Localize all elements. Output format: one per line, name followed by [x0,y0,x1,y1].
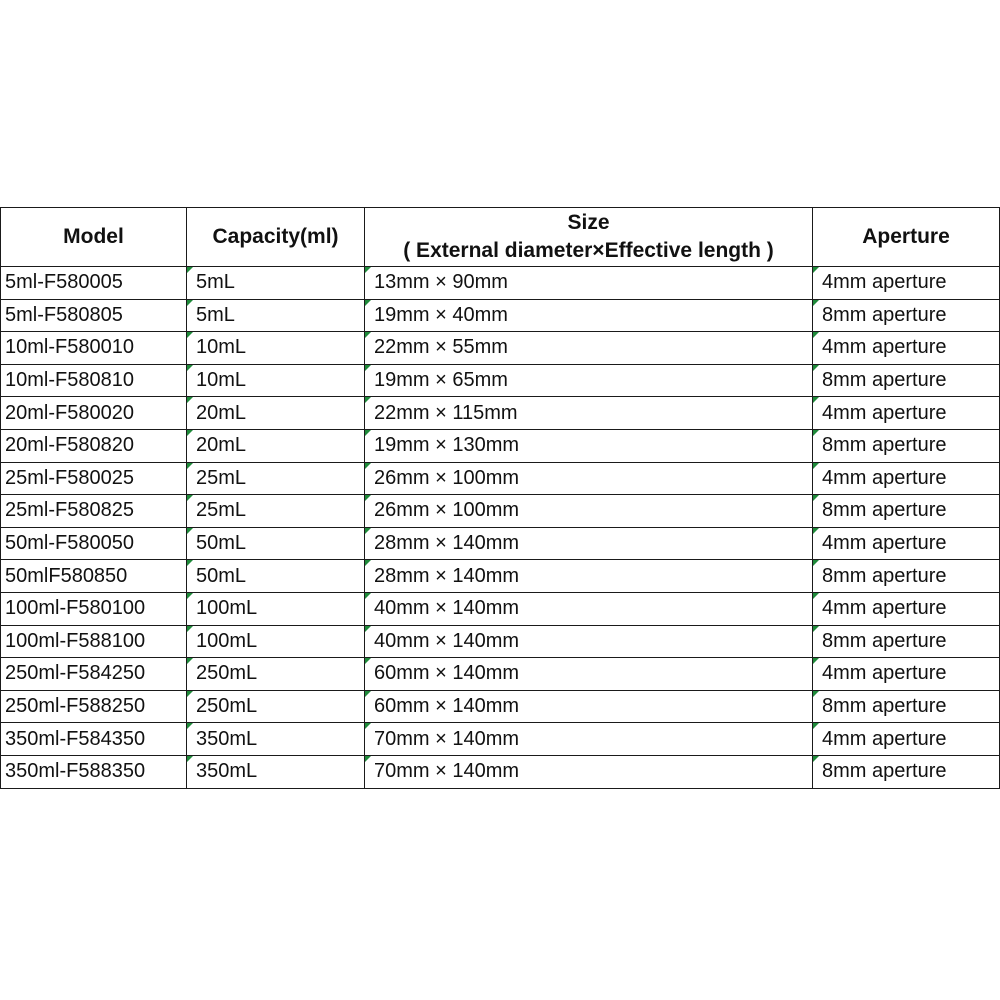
cell-capacity: 350mL [187,723,365,756]
cell-aperture: 8mm aperture [813,625,1000,658]
cell-aperture: 4mm aperture [813,462,1000,495]
cell-aperture: 8mm aperture [813,560,1000,593]
table-body [1,267,1000,789]
cell-capacity: 20mL [187,429,365,462]
cell-aperture: 4mm aperture [813,658,1000,691]
table-header [1,208,1000,267]
cell-model: 100ml-F588100 [1,625,187,658]
cell-capacity: 50mL [187,527,365,560]
table-row [1,690,1000,723]
cell-size: 60mm × 140mm [365,690,813,723]
cell-model: 50ml-F580050 [1,527,187,560]
cell-model: 250ml-F584250 [1,658,187,691]
table-row [1,332,1000,365]
cell-aperture: 8mm aperture [813,755,1000,788]
table-row [1,527,1000,560]
cell-size: 26mm × 100mm [365,495,813,528]
cell-model: 25ml-F580825 [1,495,187,528]
table-row [1,560,1000,593]
cell-model: 250ml-F588250 [1,690,187,723]
cell-model: 50mlF580850 [1,560,187,593]
table-row [1,299,1000,332]
table-row [1,723,1000,756]
cell-size: 40mm × 140mm [365,592,813,625]
cell-size: 40mm × 140mm [365,625,813,658]
cell-model: 25ml-F580025 [1,462,187,495]
cell-model: 20ml-F580020 [1,397,187,430]
cell-capacity: 350mL [187,755,365,788]
header-model: Model [1,208,187,267]
cell-size: 70mm × 140mm [365,755,813,788]
cell-model: 100ml-F580100 [1,592,187,625]
cell-model: 350ml-F588350 [1,755,187,788]
cell-capacity: 100mL [187,625,365,658]
cell-size: 60mm × 140mm [365,658,813,691]
table-row [1,267,1000,300]
cell-capacity: 10mL [187,332,365,365]
table-row [1,495,1000,528]
cell-aperture: 8mm aperture [813,429,1000,462]
cell-aperture: 4mm aperture [813,527,1000,560]
cell-size: 13mm × 90mm [365,267,813,300]
cell-aperture: 4mm aperture [813,267,1000,300]
cell-size: 19mm × 130mm [365,429,813,462]
cell-size: 70mm × 140mm [365,723,813,756]
cell-size: 19mm × 40mm [365,299,813,332]
table-row [1,429,1000,462]
cell-size: 19mm × 65mm [365,364,813,397]
table-row [1,364,1000,397]
cell-aperture: 4mm aperture [813,397,1000,430]
cell-aperture: 8mm aperture [813,690,1000,723]
header-aperture: Aperture [813,208,1000,267]
cell-capacity: 250mL [187,658,365,691]
cell-model: 5ml-F580805 [1,299,187,332]
cell-capacity: 25mL [187,495,365,528]
cell-capacity: 25mL [187,462,365,495]
spec-table [0,207,1000,789]
header-size [365,208,813,267]
table-row [1,592,1000,625]
cell-aperture: 4mm aperture [813,723,1000,756]
cell-model: 20ml-F580820 [1,429,187,462]
cell-aperture: 8mm aperture [813,495,1000,528]
cell-aperture: 8mm aperture [813,364,1000,397]
cell-model: 10ml-F580810 [1,364,187,397]
cell-aperture: 8mm aperture [813,299,1000,332]
cell-model: 5ml-F580005 [1,267,187,300]
cell-capacity: 100mL [187,592,365,625]
header-capacity: Capacity(ml) [187,208,365,267]
cell-size: 28mm × 140mm [365,560,813,593]
cell-capacity: 20mL [187,397,365,430]
cell-capacity: 250mL [187,690,365,723]
cell-capacity: 5mL [187,267,365,300]
table-row [1,755,1000,788]
cell-model: 10ml-F580010 [1,332,187,365]
header-size-subtitle: ( External diameter×Effective length ) [403,239,774,262]
cell-size: 22mm × 115mm [365,397,813,430]
cell-size: 22mm × 55mm [365,332,813,365]
header-size-title: Size [567,211,610,234]
cell-capacity: 5mL [187,299,365,332]
cell-model: 350ml-F584350 [1,723,187,756]
table-row [1,625,1000,658]
cell-aperture: 4mm aperture [813,592,1000,625]
header-row [1,208,1000,267]
table-row [1,462,1000,495]
table-row [1,397,1000,430]
cell-aperture: 4mm aperture [813,332,1000,365]
cell-size: 28mm × 140mm [365,527,813,560]
cell-capacity: 50mL [187,560,365,593]
table-row [1,658,1000,691]
cell-capacity: 10mL [187,364,365,397]
cell-size: 26mm × 100mm [365,462,813,495]
